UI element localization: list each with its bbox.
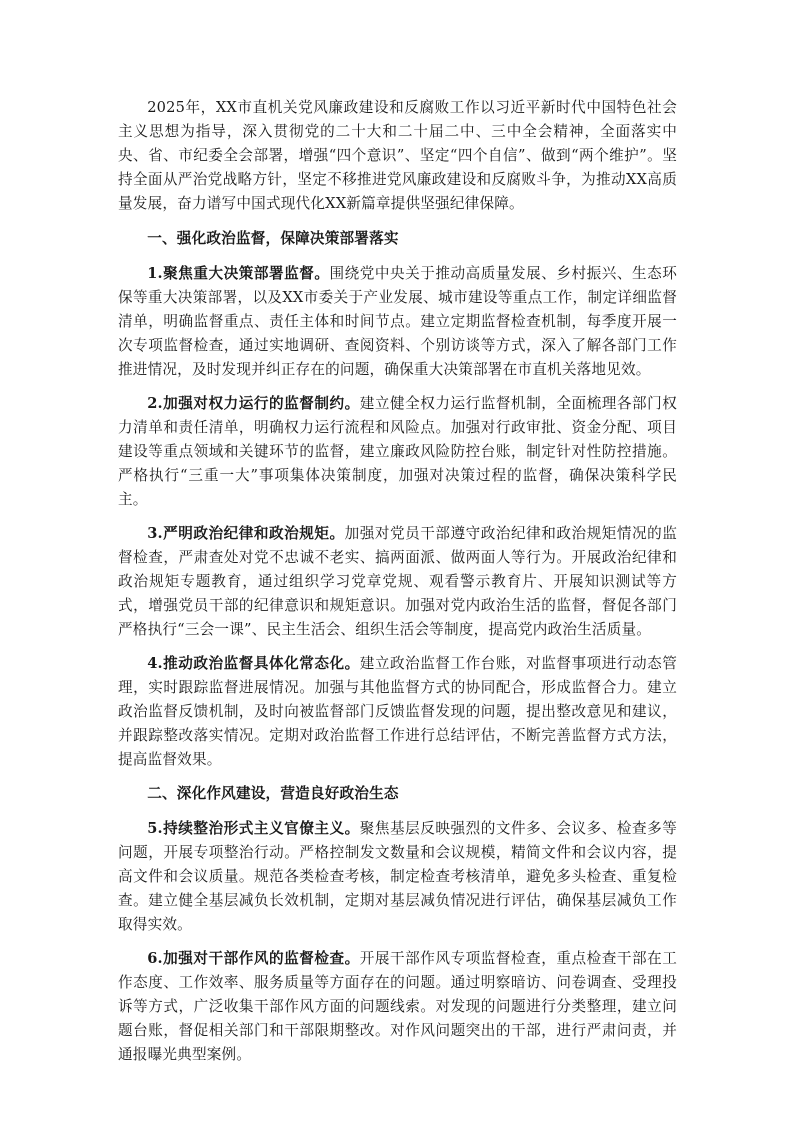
item-title-5: 5.持续整治形式主义官僚主义。 <box>147 820 360 837</box>
item-paragraph-5 <box>118 817 677 937</box>
item-body-5: 聚焦基层反映强烈的文件多、会议多、检查多等问题，开展专项整治行动。严格控制发文数量和会议规模，精简文件和会议内容，提高文件和会议质量。规范各类检查考核，制定检查考核清单，避免多头检查、重复检查。建立健全基层减负长效机制，定期对基层减负情况进行评估，确保基层减负工作取得实效。 <box>118 820 677 933</box>
item-title-4: 4.推动政治监督具体化常态化。 <box>147 655 360 672</box>
item-body-6: 开展干部作风专项监督检查，重点检查干部在工作态度、工作效率、服务质量等方面存在的问题。通过明察暗访、问卷调查、受理投诉等方式，广泛收集干部作风方面的问题线索。对发现的问题进行分类整理，建立问题台账，督促相关部门和干部限期整改。对作风问题突出的干部，进行严肃问责，并通报曝光典型案例。 <box>118 950 677 1063</box>
section-heading-2: 二、深化作风建设，营造良好政治生态 <box>147 785 399 802</box>
item-body-4: 建立政治监督工作台账，对监督事项进行动态管理，实时跟踪监督进展情况。加强与其他监督方式的协同配合，形成监督合力。建立政治监督反馈机制，及时向被监督部门反馈监督发现的问题，提出整改意见和建议，并跟踪整改落实情况。定期对政治监督工作进行总结评估，不断完善监督方式方法，提高监督效果。 <box>118 655 677 768</box>
item-body-1: 围绕党中央关于推动高质量发展、乡村振兴、生态环保等重大决策部署，以及XX市委关于产业发展、城市建设等重点工作，制定详细监督清单，明确监督重点、责任主体和时间节点。建立定期监督检查机制，每季度开展一次专项监督检查，通过实地调研、查阅资料、个别访谈等方式，深入了解各部门工作推进情况，及时发现并纠正存在的问题，确保重大决策部署在市直机关落地见效。 <box>118 265 677 378</box>
item-body-2: 建立健全权力运行监督机制，全面梳理各部门权力清单和责任清单，明确权力运行流程和风险点。加强对行政审批、资金分配、项目建设等重点领域和关键环节的监督，建立廉政风险防控台账，制定针对性防控措施。严格执行“三重一大”事项集体决策制度，加强对决策过程的监督，确保决策科学民主。 <box>118 395 677 508</box>
item-title-1: 1.聚焦重大决策部署监督。 <box>147 265 330 282</box>
item-paragraph-6 <box>118 947 677 1067</box>
item-title-3: 3.严明政治纪律和政治规矩。 <box>147 525 345 542</box>
section-heading-1: 一、强化政治监督，保障决策部署落实 <box>147 230 399 247</box>
item-paragraph-1 <box>118 262 677 382</box>
item-title-6: 6.加强对干部作风的监督检查。 <box>147 950 360 967</box>
item-paragraph-4 <box>118 652 677 772</box>
intro-paragraph: 2025年，XX市直机关党风廉政建设和反腐败工作以习近平新时代中国特色社会主义思想为指导，深入贯彻党的二十大和二十届二中、三中全会精神，全面落实中央、省、市纪委全会部署，增强“四个意识”、坚定“四个自信”、做到“两个维护”。坚持全面从严治党战略方针，坚定不移推进党风廉政建设和反腐败斗争，为推动XX高质量发展，奋力谱写中国式现代化XX新篇章提供坚强纪律保障。 <box>118 99 677 212</box>
item-title-2: 2.加强对权力运行的监督制约。 <box>147 395 360 412</box>
item-paragraph-3 <box>118 522 677 642</box>
item-body-3: 加强对党员干部遵守政治纪律和政治规矩情况的监督检查，严肃查处对党不忠诚不老实、搞两面派、做两面人等行为。开展政治纪律和政治规矩专题教育，通过组织学习党章党规、观看警示教育片、开展知识测试等方式，增强党员干部的纪律意识和规矩意识。加强对党内政治生活的监督，督促各部门严格执行“三会一课”、民主生活会、组织生活会等制度，提高党内政治生活质量。 <box>118 525 677 638</box>
item-paragraph-2 <box>118 392 677 512</box>
